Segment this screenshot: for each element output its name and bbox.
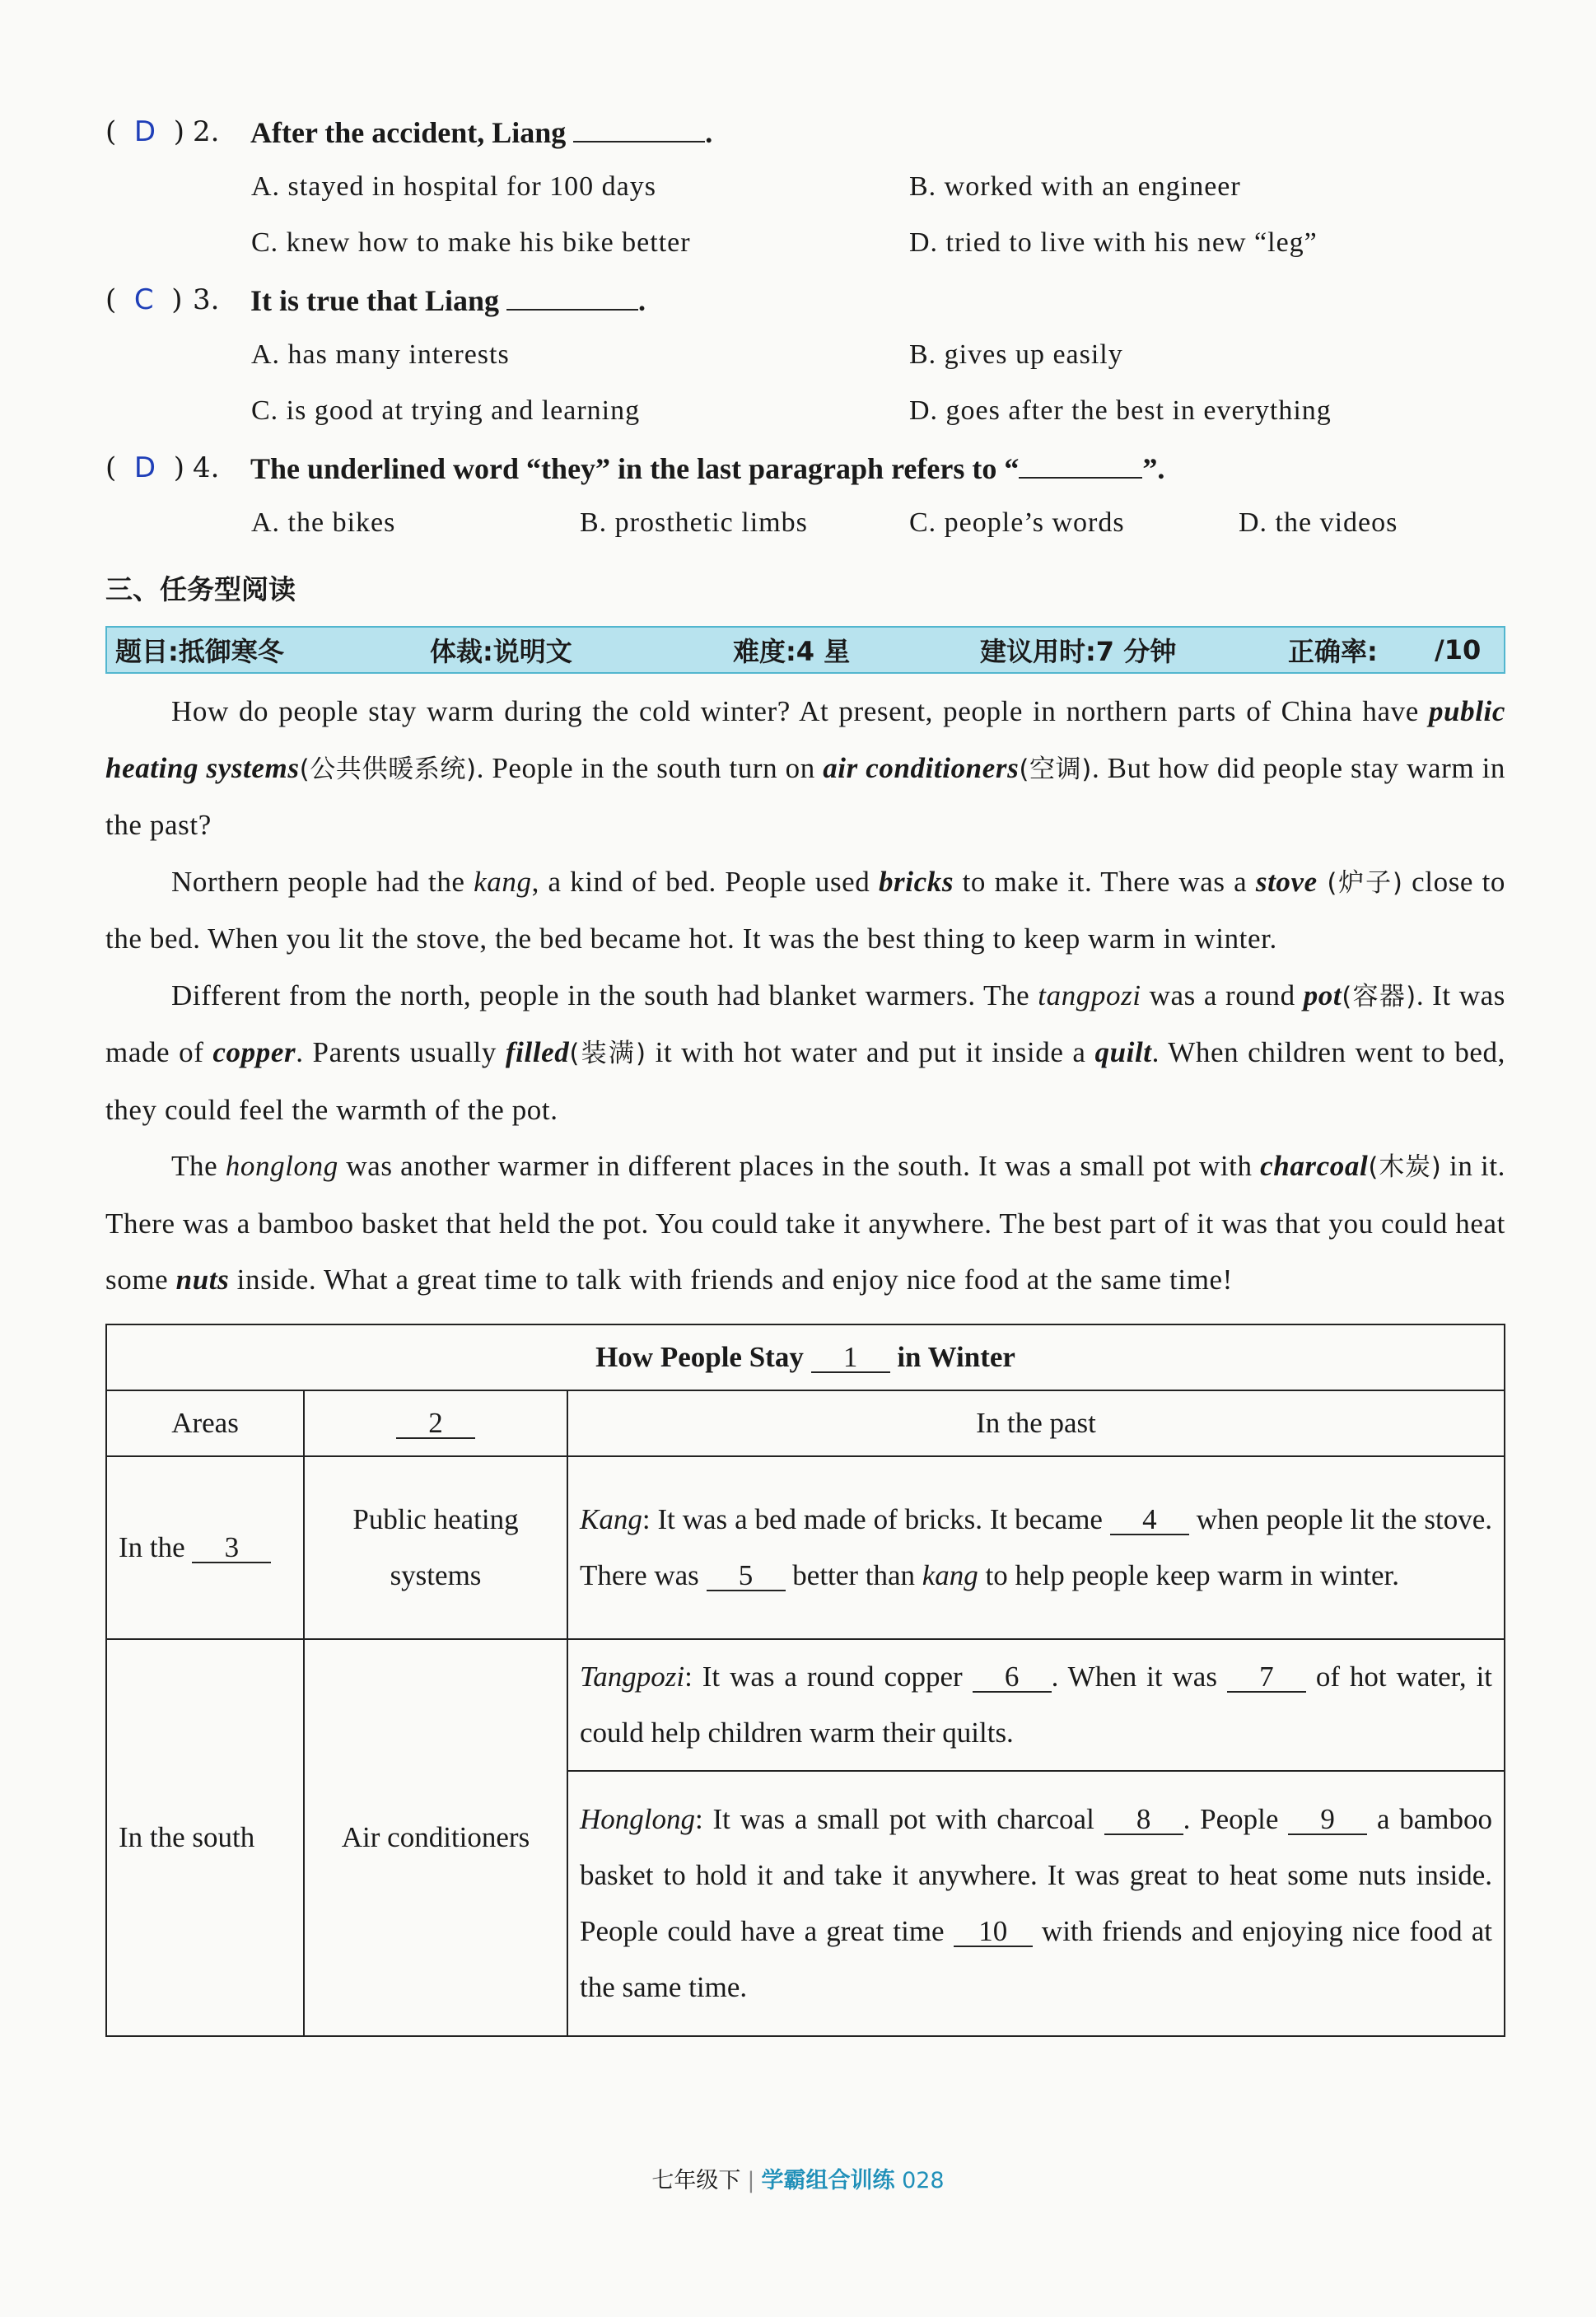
area-cell: In the south <box>106 1639 304 2036</box>
page-number: 028 <box>902 2168 945 2193</box>
section-title: 三、任务型阅读 <box>105 573 296 605</box>
accuracy-score: /10 <box>1435 634 1482 666</box>
question-4 <box>105 451 1505 507</box>
table-title-row <box>106 1324 1505 1390</box>
answer-paren: ( D ) <box>105 451 184 484</box>
question-2 <box>105 115 1505 171</box>
accuracy-label: 正确率: <box>1288 636 1378 667</box>
option-b: B. prosthetic limbs <box>580 507 808 538</box>
options-row <box>105 171 1505 227</box>
table-row-north <box>106 1456 1505 1639</box>
option-c: C. is good at trying and learning <box>251 395 641 426</box>
topic-label: 题目:抵御寒冬 <box>115 636 284 667</box>
question-stem: The underlined word “they” in the last paragraph refers to “ ”. <box>250 452 1165 485</box>
blank-10[interactable]: 10 <box>954 1918 1033 1947</box>
task-info-bar <box>105 626 1505 674</box>
answer-mark: C <box>133 283 154 316</box>
blank-7[interactable]: 7 <box>1227 1663 1306 1693</box>
option-d: D. the videos <box>1239 507 1398 538</box>
time-label: 建议用时:7 分钟 <box>980 636 1177 667</box>
blank-1[interactable]: 1 <box>811 1343 890 1373</box>
header-past: In the past <box>567 1390 1505 1456</box>
option-a: A. the bikes <box>251 507 396 538</box>
tangpozi-cell: Tangpozi: It was a round copper 6 . When it was 7 of hot water, it could help children warm their quilts. <box>567 1639 1505 1771</box>
now-cell: Air conditioners <box>304 1639 567 2036</box>
now-cell: Public heating systems <box>304 1456 567 1639</box>
answer-blank <box>1019 452 1142 479</box>
footer-separator: | <box>747 2168 755 2193</box>
honglong-cell: Honglong: It was a small pot with charcoal 8 . People 9 a bamboo basket to hold it and take it anywhere. It was great to heat some nuts inside. People could have a great time 10 with friends and enjoying nice food at the same time. <box>567 1771 1505 2036</box>
answer-paren: ( D ) <box>105 115 184 148</box>
option-b: B. worked with an engineer <box>909 171 1241 202</box>
options-row <box>105 227 1505 283</box>
blank-3[interactable]: 3 <box>192 1534 271 1563</box>
area-cell: In the 3 <box>106 1456 304 1639</box>
reading-passage <box>105 684 1505 1309</box>
blank-4[interactable]: 4 <box>1110 1506 1189 1535</box>
question-number: 2. <box>193 115 220 148</box>
blank-5[interactable]: 5 <box>707 1562 786 1591</box>
header-blank-cell <box>304 1390 567 1456</box>
task-table <box>105 1324 1505 2037</box>
paragraph-3: Different from the north, people in the south had blanket warmers. The tangpozi was a round pot(容器). It was made of copper. Parents usually filled(装满) it with hot water and put it inside a quilt. When children went to bed, they could feel the warmth of the pot. <box>105 979 1506 1126</box>
option-d: D. goes after the best in everything <box>909 395 1332 426</box>
question-stem: It is true that Liang . <box>250 284 646 317</box>
content <box>105 115 1505 2037</box>
grade-label: 七年级下 <box>651 2168 741 2193</box>
paragraph-4: The honglong was another warmer in different places in the south. It was a small pot with charcoal(木炭) in it. There was a bamboo basket that held the pot. You could take it anywhere. The best part of it was that you could heat some nuts inside. What a great time to talk with friends and enjoy nice food at the same time! <box>105 1150 1505 1296</box>
kang-cell: Kang: It was a bed made of bricks. It became 4 when people lit the stove. There was 5 better than kang to help people keep warm in winter. <box>567 1456 1505 1639</box>
paragraph-1: How do people stay warm during the cold winter? At present, people in northern parts of China have public heating systems(公共供暖系统). People in the south turn on air conditioners(空调). But how did people stay warm in the past? <box>105 695 1505 841</box>
genre-label: 体裁:说明文 <box>430 636 572 667</box>
options-row <box>105 339 1505 395</box>
blank-6[interactable]: 6 <box>973 1663 1052 1693</box>
header-areas: Areas <box>106 1390 304 1456</box>
options-row <box>105 507 1505 563</box>
answer-blank <box>506 284 638 311</box>
question-number: 3. <box>193 283 220 316</box>
brand-label: 学霸组合训练 <box>761 2168 895 2193</box>
answer-mark: D <box>133 115 156 148</box>
table-header-row <box>106 1390 1505 1456</box>
difficulty-label: 难度:4 星 <box>733 636 851 667</box>
options-row <box>105 395 1505 451</box>
table-row-south-1 <box>106 1639 1505 1771</box>
blank-8[interactable]: 8 <box>1104 1805 1183 1835</box>
option-b: B. gives up easily <box>909 339 1123 370</box>
question-stem: After the accident, Liang . <box>250 116 713 149</box>
paragraph-2: Northern people had the kang, a kind of bed. People used bricks to make it. There was a stove (炉子) close to the bed. When you lit the stove, the bed became hot. It was the best thing to keep warm in winter. <box>105 865 1506 955</box>
option-c: C. people’s words <box>909 507 1125 538</box>
option-d: D. tried to live with his new “leg” <box>909 227 1318 258</box>
page-footer <box>0 2162 1596 2194</box>
option-a: A. stayed in hospital for 100 days <box>251 171 656 202</box>
option-c: C. knew how to make his bike better <box>251 227 691 258</box>
answer-paren: ( C ) <box>105 283 183 316</box>
answer-blank <box>573 116 705 142</box>
table-title: How People Stay 1 in Winter <box>106 1324 1505 1390</box>
question-number: 4. <box>193 451 220 484</box>
blank-9[interactable]: 9 <box>1288 1805 1367 1835</box>
option-a: A. has many interests <box>251 339 510 370</box>
blank-2[interactable]: 2 <box>396 1409 475 1439</box>
question-3 <box>105 283 1505 339</box>
answer-mark: D <box>133 451 156 484</box>
